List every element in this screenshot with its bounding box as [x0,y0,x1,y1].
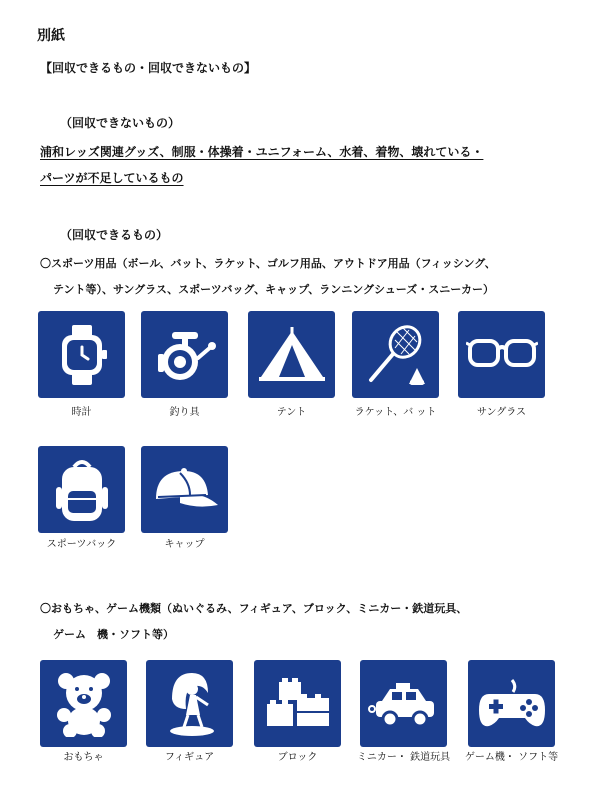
blocks-icon [263,676,333,732]
figure-tile [146,660,233,747]
cap-icon [150,465,220,515]
figure-icon [162,669,218,739]
collectible-heading: （回収できるもの） [60,228,169,242]
teddy-bear-tile [40,660,127,747]
sunglasses-icon [466,335,538,375]
tent-tile [248,311,335,398]
tile-label: キャップ [164,539,205,550]
toys-line1: 〇おもちゃ、ゲーム機類（ぬいぐるみ、フィギュア、ブロック、ミニカー・鉄道玩具、 [40,602,468,615]
fishing-reel-icon [152,324,218,386]
tile-label: 釣り具 [169,407,200,418]
tile-label: 時計 [71,407,92,418]
tile-label: ブロック [277,752,318,763]
tile-label: フィギュア [164,752,215,763]
backpack-tile [38,446,125,533]
page-subtitle: 【回収できるもの・回収できないもの】 [40,61,257,75]
tile-label: サングラス [477,407,526,418]
tile-label: おもちゃ [63,752,104,763]
badminton-racket-tile [352,311,439,398]
sports-line2: テント等）、サングラス、スポーツバッグ、キャップ、ランニングシューズ・スニーカー） [53,283,494,296]
toy-car-tile [360,660,447,747]
tent-icon [257,327,327,383]
sunglasses-tile [458,311,545,398]
tile-label: ミニカー・ 鉄道玩具 [356,752,451,763]
blocks-tile [254,660,341,747]
cap-tile [141,446,228,533]
tile-label: スポーツバック [46,539,117,550]
backpack-icon [54,457,110,523]
toys-line2: ゲーム 機・ソフト等） [53,628,174,641]
sports-line1: 〇スポーツ用品（ボール、バット、ラケット、ゴルフ用品、アウトドア用品（フィッシング、 [40,257,496,270]
toy-car-icon [368,679,440,729]
page-title: 別紙 [37,28,65,44]
watch-tile [38,311,125,398]
teddy-bear-icon [52,671,116,737]
tile-label: テント [276,407,307,418]
not-collectible-heading: （回収できないもの） [60,116,181,130]
gamepad-tile [468,660,555,747]
watch-icon [52,323,112,387]
tile-label: ゲーム機・ ソフト等 [464,752,559,763]
fishing-reel-tile [141,311,228,398]
badminton-racket-icon [363,322,429,388]
gamepad-icon [477,676,547,732]
not-collectible-line1: 浦和レッズ関連グッズ、制服・体操着・ユニフォーム、水着、着物、壊れている・ [40,145,484,159]
tile-label: ラケット、バ ット [354,407,437,418]
not-collectible-line2: パーツが不足しているもの [40,171,184,185]
